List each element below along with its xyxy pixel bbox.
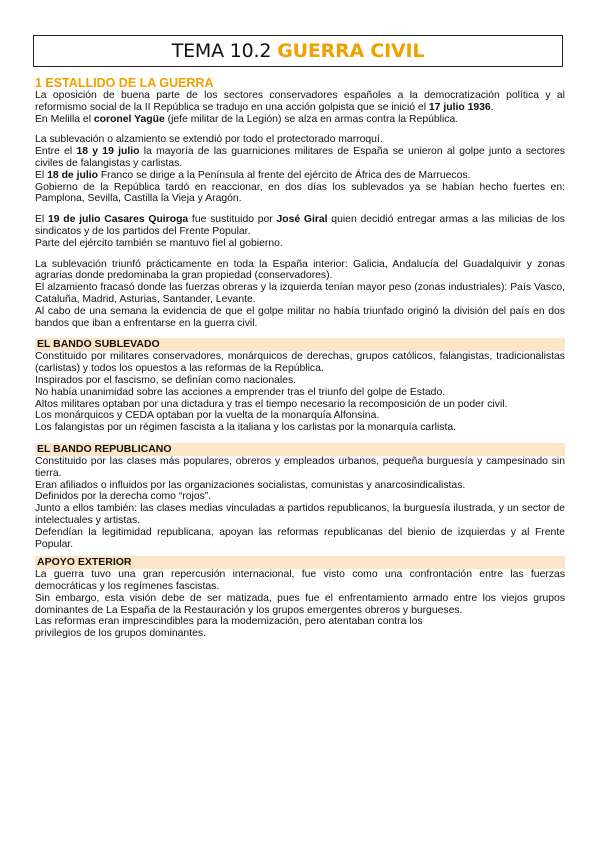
section-heading-estallido: 1 ESTALLIDO DE LA GUERRA [35, 76, 214, 90]
text-run: la mayoría de las guarniciones militares de España se unieron al golpe junto a sectores civiles de falangistas y carlistas. [35, 146, 566, 169]
text-run: Franco se dirige a la Península al frente del ejército de África des de Marruecos. [97, 169, 471, 181]
title-prefix: TEMA 10.2 [171, 40, 272, 62]
apoyo-line: Las reformas eran imprescindibles para la modernización, pero atentaban contra los [35, 616, 423, 628]
republicano-line: Defendían la legitimidad republicana, apoyan las reformas republicanas del bienio de izquierdas y al Frente Popular. [35, 526, 565, 550]
paragraph-9: La sublevación triunfó prácticamente en toda la España interior: Galicia, Andalucía del Guadalquivir y zonas agrarias donde predominaba la gran propiedad (conservadores). [35, 258, 565, 282]
apoyo-line: La guerra tuvo una gran repercusión internacional, fue visto como una confrontación entre las fuerzas democráticas y los regímenes fascistas. [35, 569, 565, 593]
paragraph-6: Gobierno de la República tardó en reaccionar, en dos días los sublevados ya se habían hecho fuertes en: Pamplona, Sevilla, Castilla la Vieja y Aragón. [35, 181, 565, 205]
section-heading-apoyo: APOYO EXTERIOR [35, 556, 565, 569]
title-highlight: GUERRA CIVIL [277, 40, 425, 62]
text-run: . [490, 101, 494, 113]
name-highlight: José Giral [276, 214, 328, 226]
paragraph-3: La sublevación o alzamiento se extendió por todo el protectorado marroquí. [35, 134, 383, 146]
sublevado-line: Los monárquicos y CEDA optaban por la vuelta de la monarquía Alfonsina. [35, 410, 380, 422]
date-highlight: 17 julio 1936 [428, 101, 491, 113]
paragraph-4 [35, 146, 565, 170]
document-content [35, 76, 565, 640]
paragraph-5 [35, 170, 565, 182]
paragraph-2 [35, 114, 565, 126]
section-heading-sublevado: EL BANDO SUBLEVADO [35, 338, 565, 351]
republicano-line: Constituido por las clases más populares, obreros y empleados urbanos, pequeña burguesía y campesinado sin tierra. [35, 455, 565, 479]
republicano-line: Junto a ellos también: las clases medias vinculadas a partidos republicanos, la burguesía ilustrada, y un sector de intelectuales y artistas. [35, 503, 565, 526]
title-box [33, 35, 563, 67]
text-run: fue sustituido por [188, 214, 277, 226]
text-run: quien decidió entregar armas a las milicias de los sindicatos y de los partidos del Frente Popular. [35, 214, 566, 237]
republicano-line: Eran afiliados o influidos por las organizaciones socialistas, comunistas y anarcosindicalistas. [35, 479, 466, 491]
text-run: (jefe militar de la Legión) se alza en armas contra la República. [164, 113, 459, 125]
text-run: El [35, 169, 48, 181]
republicano-line: Definidos por la derecha como “rojos”. [35, 491, 212, 503]
paragraph-10: El alzamiento fracasó donde las fuerzas obreras y la izquierda tenían mayor peso (zonas industriales): País Vasco, Cataluña, Madrid, Asturias, Santander, Levante. [35, 282, 565, 305]
apoyo-line: Sin embargo, esta visión debe de ser matizada, pues fue el enfrentamiento armado entre los viejos grupos dominantes de La España de la Restauración y los grupos emergentes obreros y burgueses. [35, 592, 565, 616]
sublevado-line: No había unanimidad sobre las acciones a emprender tras el triunfo del golpe de Estado. [35, 386, 446, 398]
date-highlight: 18 de julio [47, 169, 98, 181]
section-heading-republicano: EL BANDO REPUBLICANO [35, 443, 565, 456]
date-highlight: 19 de julio Casares Quiroga [47, 214, 189, 226]
text-run: La oposición de buena parte de los sectores conservadores españoles a la democratización política y al reformismo social de la II República se tradujo en una acción golpista que se inició el [35, 90, 565, 113]
name-highlight: coronel Yagüe [93, 113, 165, 125]
sublevado-line: Inspirados por el fascismo, se definían como nacionales. [35, 374, 297, 386]
apoyo-line: privilegios de los grupos dominantes. [35, 628, 206, 640]
paragraph-11: Al cabo de una semana la evidencia de que el golpe militar no había triunfado originó la división del país en dos bandos que iban a enfrentarse en la guerra civil. [35, 305, 565, 329]
paragraph-1 [35, 90, 565, 114]
sublevado-line: Constituido por militares conservadores, monárquicos de derechas, grupos católicos, falangistas, tradicionalistas (carlistas) y todos los opuestos a las reformas de la República. [35, 351, 565, 375]
paragraph-8: Parte del ejército también se mantuvo fiel al gobierno. [35, 237, 283, 249]
sublevado-line: Los falangistas por un régimen fascista a la italiana y los carlistas por la monarquía carlista. [35, 422, 457, 434]
sublevado-line: Altos militares optaban por una dictadura y tras el tiempo necesario la recomposición de un poder civil. [35, 398, 508, 410]
text-run: Entre el [35, 146, 77, 158]
date-highlight: 18 y 19 julio [76, 146, 140, 158]
paragraph-7 [35, 214, 565, 238]
text-run: En Melilla el [35, 113, 94, 125]
text-run: El [35, 214, 48, 226]
